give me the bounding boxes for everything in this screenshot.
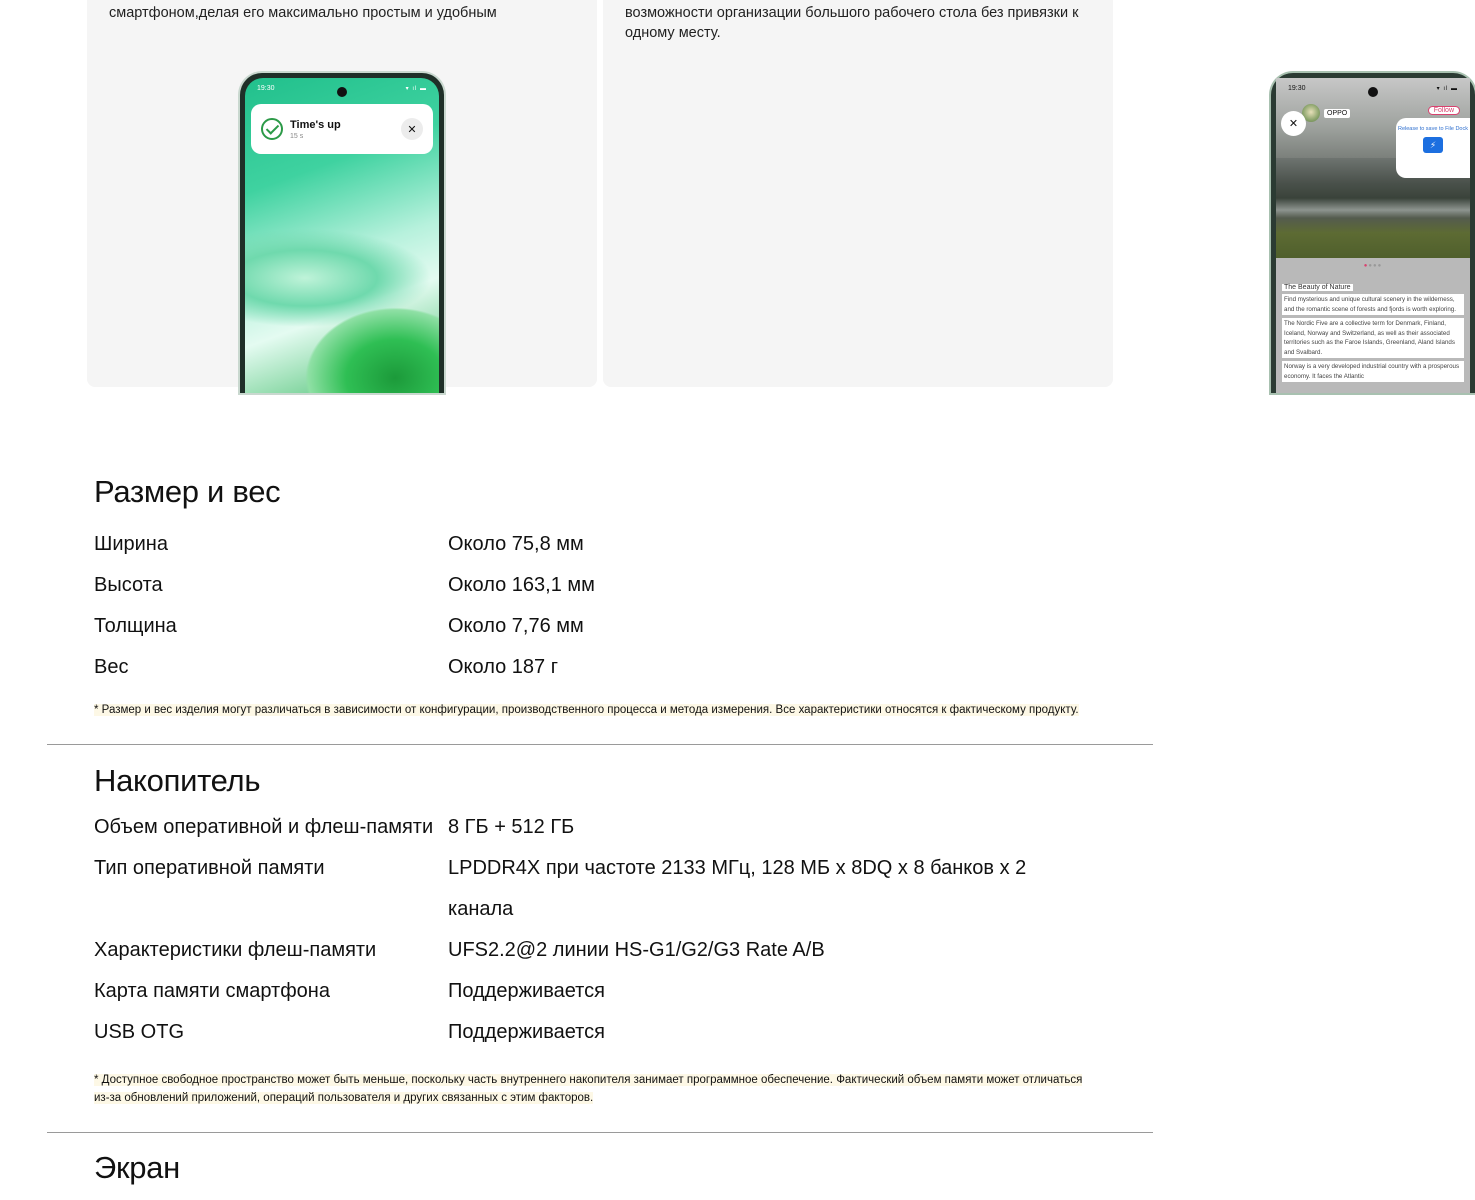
feature-cards	[87, 0, 1468, 387]
spec-value: Поддерживается	[448, 980, 605, 1002]
status-time: 19:30	[257, 85, 275, 92]
close-icon: ✕	[1281, 111, 1306, 136]
signal-battery-icon: ▾ ıl ▬	[405, 86, 427, 92]
spec-value: Около 7,76 мм	[448, 615, 584, 637]
profile-row	[1302, 104, 1350, 122]
section-divider	[47, 744, 1153, 745]
article-paragraph: The Nordic Five are a collective term for Denmark, Finland, Iceland, Norway and Switzerland, as well as their associated territories such as the Faroe Islands, Greenland, Aland Islands and Svalbard.	[1282, 318, 1464, 358]
status-time: 19:30	[1288, 85, 1306, 92]
phone-mockup-image	[240, 73, 444, 393]
section-divider	[47, 1132, 1153, 1133]
phone-screen	[1276, 78, 1470, 393]
feature-card-notifications	[87, 0, 597, 387]
section-title-size-weight: Размер и вес	[94, 474, 281, 509]
notification-title: Time's up	[290, 118, 341, 131]
spec-value: LPDDR4X при частоте 2133 МГц, 128 МБ x 8DQ x 8 банков x 2 канала	[448, 857, 1027, 920]
spec-value: 8 ГБ + 512 ГБ	[448, 816, 575, 838]
spec-label: USB OTG	[94, 1021, 185, 1043]
spec-row	[94, 848, 1094, 930]
feature-card-file-dock	[603, 0, 1468, 387]
signal-battery-icon: ▾ ıl ▬	[1436, 86, 1458, 92]
phone-screen	[245, 78, 439, 393]
phone-mockup-image	[1271, 73, 1475, 393]
spec-row	[94, 565, 1094, 606]
spec-row	[94, 1012, 1094, 1053]
spec-label: Карта памяти смартфона	[94, 980, 330, 1002]
spec-label: Высота	[94, 574, 163, 596]
spec-value: Около 75,8 мм	[448, 533, 584, 555]
spec-label: Характеристики флеш-памяти	[94, 939, 377, 961]
spec-label: Тип оперативной памяти	[94, 857, 325, 879]
file-dock-text: Release to save to File Dock	[1397, 126, 1468, 132]
front-camera-icon	[337, 87, 347, 97]
spec-value: Около 163,1 мм	[448, 574, 595, 596]
article-paragraph: Norway is a very developed industrial country with a prosperous economy. It faces the Atlantic	[1282, 361, 1464, 382]
feature-card-text: возможности организации большого рабочего стола без привязки к одному месту.	[625, 5, 1079, 41]
storage-footnote: * Доступное свободное пространство может быть меньше, поскольку часть внутреннего накопителя занимает программное обеспечение. Фактический объем памяти может отличаться из-за обновлений приложений, операций пользователя и других связанных с этим факторов.	[94, 1074, 1083, 1104]
timer-notification	[251, 104, 433, 154]
section-title-storage: Накопитель	[94, 763, 261, 798]
section-title-display: Экран	[94, 1150, 180, 1185]
spec-value: UFS2.2@2 линии HS-G1/G2/G3 Rate A/B	[448, 939, 825, 961]
notification-subtitle: 15 s	[290, 132, 304, 140]
article	[1282, 276, 1464, 385]
spec-label: Ширина	[94, 533, 168, 555]
spec-value: Поддерживается	[448, 1021, 605, 1043]
follow-button: Follow	[1428, 106, 1460, 115]
spec-row	[94, 971, 1094, 1012]
spec-value: Около 187 г	[448, 656, 559, 678]
spec-row	[94, 647, 1094, 688]
spec-row	[94, 930, 1094, 971]
spec-row	[94, 606, 1094, 647]
close-icon: ✕	[401, 118, 423, 140]
file-dock-popup	[1396, 118, 1470, 178]
spec-row	[94, 524, 1094, 565]
size-weight-footnote: * Размер и вес изделия могут различаться в зависимости от конфигурации, производственного процесса и метода измерения. Все характеристики относятся к фактическому продукту.	[94, 704, 1079, 716]
spec-row	[94, 807, 1094, 848]
feature-card-text: смартфоном,делая его максимально простым и удобным	[109, 5, 497, 21]
file-dock-icon: ⚡	[1423, 137, 1443, 153]
profile-name: OPPO	[1324, 109, 1350, 118]
spec-label: Вес	[94, 656, 129, 678]
article-title: The Beauty of Nature	[1284, 284, 1351, 291]
front-camera-icon	[1368, 87, 1378, 97]
spec-label: Объем оперативной и флеш-памяти	[94, 816, 434, 838]
article-paragraph: Find mysterious and unique cultural scenery in the wilderness, and the romantic scene of forests and fjords is worth exploring.	[1282, 294, 1464, 315]
carousel-dots: ●●●●	[1363, 263, 1383, 269]
spec-label: Толщина	[94, 615, 177, 637]
check-circle-icon	[261, 118, 283, 140]
